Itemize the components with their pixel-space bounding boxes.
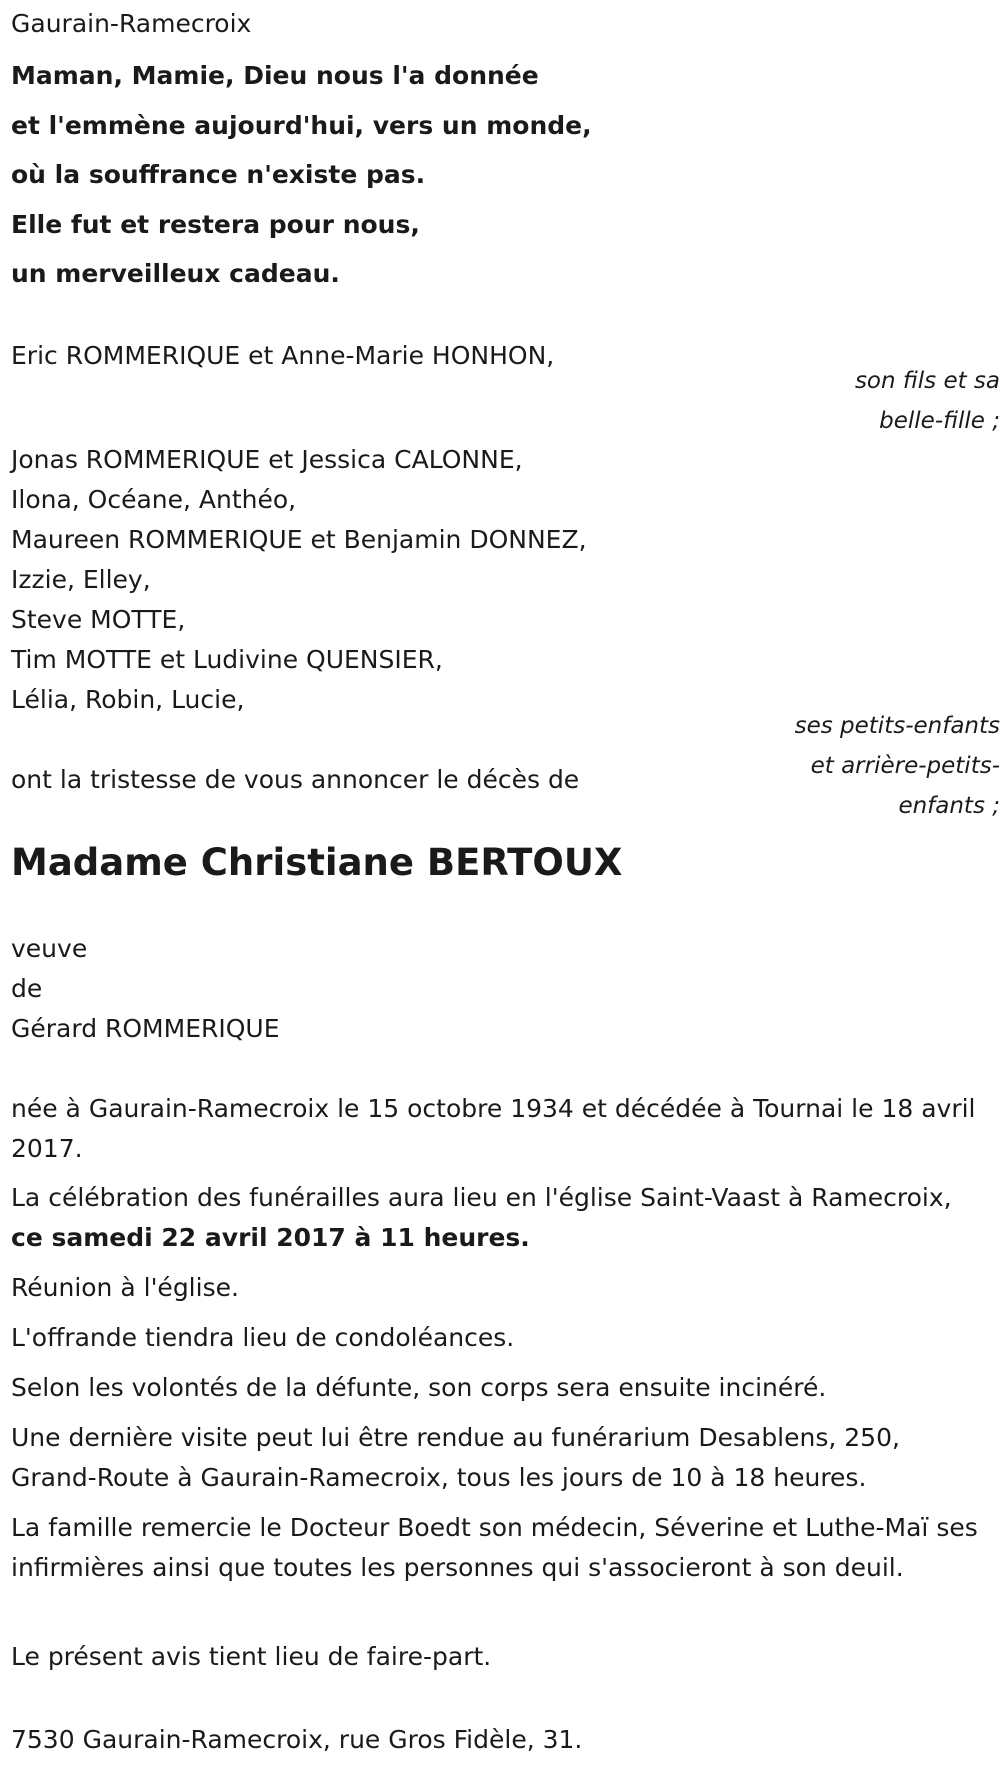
funeral-date-time: ce samedi 22 avril 2017 à 11 heures.	[11, 1223, 530, 1252]
poem-line-3: où la souffrance n'existe pas.	[11, 160, 426, 189]
paragraph: Selon les volontés de la défunte, son corps sera ensuite incinéré.	[11, 1373, 827, 1402]
spouse-name: Gérard ROMMERIQUE	[11, 1014, 280, 1043]
grandchildren-name-line: Steve MOTTE,	[11, 605, 186, 634]
paragraph: Réunion à l'église.	[11, 1273, 239, 1302]
address: 7530 Gaurain-Ramecroix, rue Gros Fidèle, 31.	[11, 1725, 583, 1754]
location-heading: Gaurain-Ramecroix	[11, 9, 252, 38]
deceased-name: Madame Christiane BERTOUX	[11, 841, 623, 884]
paragraph: Une dernière visite peut lui être rendue au funérarium Desablens, 250, Grand-Route à Gaurain-Ramecroix, tous les jours de 10 à 18 heures.	[11, 1423, 900, 1492]
poem-line-1: Maman, Mamie, Dieu nous l'a donnée	[11, 61, 539, 90]
poem-line-5: un merveilleux cadeau.	[11, 259, 340, 288]
paragraph: L'offrande tiendra lieu de condoléances.	[11, 1323, 515, 1352]
widow-line: veuve	[11, 934, 88, 963]
grandchildren-name-line: Izzie, Elley,	[11, 565, 151, 594]
children-names: Eric ROMMERIQUE et Anne-Marie HONHON,	[11, 341, 555, 370]
announcement-text: ont la tristesse de vous annoncer le décès de	[11, 765, 580, 794]
widow-line: de	[11, 974, 43, 1003]
poem-line-4: Elle fut et restera pour nous,	[11, 210, 420, 239]
paragraph: Le présent avis tient lieu de faire-part.	[11, 1642, 492, 1671]
grandchildren-name-line: Tim MOTTE et Ludivine QUENSIER,	[11, 645, 443, 674]
poem-line-2: et l'emmène aujourd'hui, vers un monde,	[11, 111, 592, 140]
funeral-text: La célébration des funérailles aura lieu en l'église Saint-Vaast à Ramecroix,	[11, 1183, 952, 1212]
birth-death-paragraph: née à Gaurain-Ramecroix le 15 octobre 1934 et décédée à Tournai le 18 avril 2017.	[11, 1094, 976, 1163]
grandchildren-name-line: Maureen ROMMERIQUE et Benjamin DONNEZ,	[11, 525, 587, 554]
grandchildren-relation-line-3: enfants ;	[898, 793, 1000, 819]
grandchildren-name-line: Jonas ROMMERIQUE et Jessica CALONNE,	[11, 445, 523, 474]
grandchildren-name-line: Lélia, Robin, Lucie,	[11, 685, 245, 714]
grandchildren-relation-line-2: et arrière-petits-	[810, 753, 1000, 779]
funeral-paragraph	[11, 1178, 991, 1258]
grandchildren-name-line: Ilona, Océane, Anthéo,	[11, 485, 297, 514]
children-relation-line-2: belle-fille ;	[879, 408, 1000, 434]
children-relation-line-1: son fils et sa	[854, 368, 1000, 394]
paragraph: La famille remercie le Docteur Boedt son médecin, Séverine et Luthe-Maï ses infirmières ainsi que toutes les personnes qui s'associeront à son deuil.	[11, 1513, 978, 1582]
grandchildren-relation-line-1: ses petits-enfants	[794, 713, 1000, 739]
